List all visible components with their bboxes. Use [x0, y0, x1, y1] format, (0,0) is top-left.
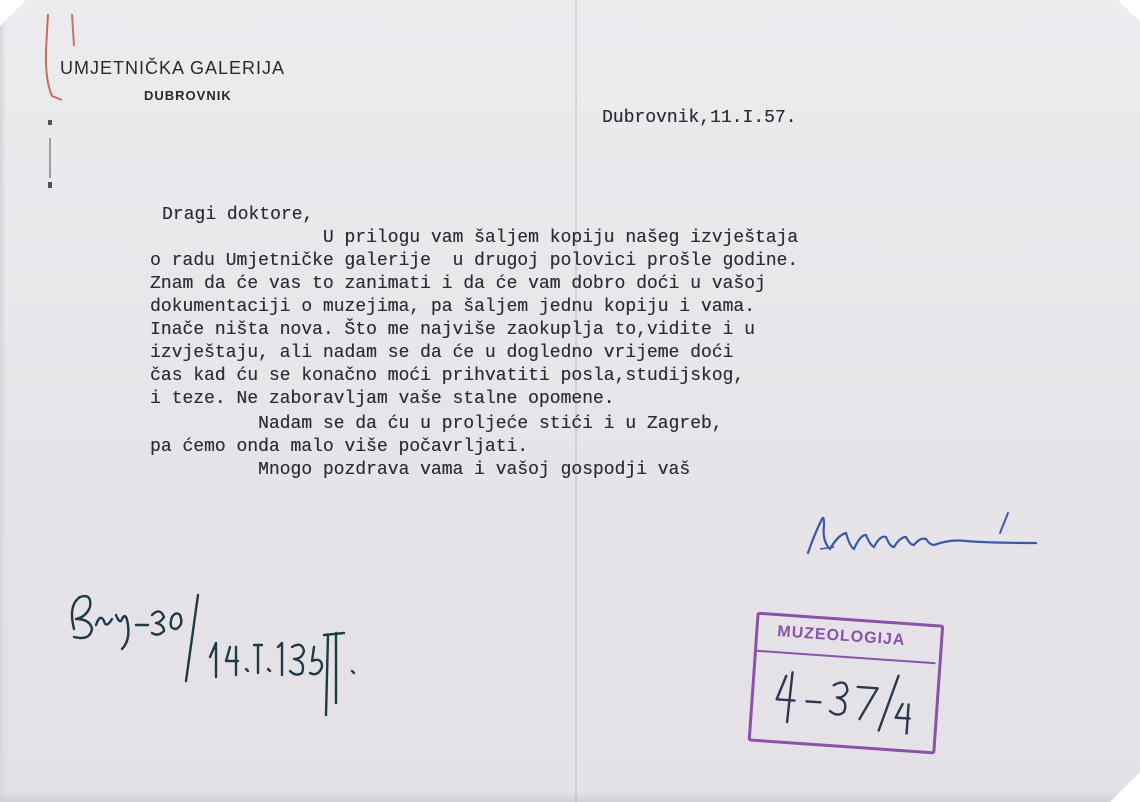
body-line: Nadam se da ću u proljeće stići i u Zagreb, — [150, 414, 723, 434]
body-line: Inače ništa nova. Što me najviše zaokuplja to,vidite i u — [150, 320, 755, 340]
stamp-title: MUZEOLOGIJA — [776, 623, 906, 650]
body-line: i teze. Ne zaboravljam vaše stalne opomene. — [150, 389, 615, 409]
body-line: o radu Umjetničke galerije u drugoj polovici prošle godine. — [150, 251, 799, 271]
body-line: dokumentaciji o muzejima, pa šaljem jednu kopiju i vama. — [150, 297, 755, 317]
letterhead-city: DUBROVNIK — [144, 88, 232, 103]
handwritten-signature — [800, 505, 1050, 565]
body-line: Znam da će vas to zanimati i da će vam dobro doći u vašoj — [150, 274, 766, 294]
letterhead-name: UMJETNIČKA GALERIJA — [60, 58, 286, 78]
body-line: Mnogo pozdrava vama i vašoj gospodji vaš — [150, 460, 691, 480]
paper-corner-bottom-right — [1110, 772, 1140, 802]
salutation: Dragi doktore, — [162, 205, 314, 225]
binder-marks — [36, 10, 86, 200]
paper-edge-bottom — [0, 792, 1140, 802]
body-line: U prilogu vam šaljem kopiju našeg izvještaja — [150, 228, 799, 248]
body-line: pa ćemo onda malo više počavrljati. — [150, 437, 529, 457]
handwritten-registry-note — [60, 585, 370, 725]
paper-corner-top-right — [1118, 0, 1140, 22]
paper-edge-left — [0, 0, 6, 802]
stamp-handwritten-number — [771, 665, 925, 735]
body-line: izvještaju, ali nadam se da će u dogledno vrijeme doći — [150, 343, 734, 363]
body-line: čas kad ću se konačno moći prihvatiti posla,studijskog, — [150, 366, 745, 386]
paper-corner-top-left — [0, 0, 26, 26]
museology-stamp — [748, 612, 942, 753]
letter-date: Dubrovnik,11.I.57. — [602, 108, 797, 128]
